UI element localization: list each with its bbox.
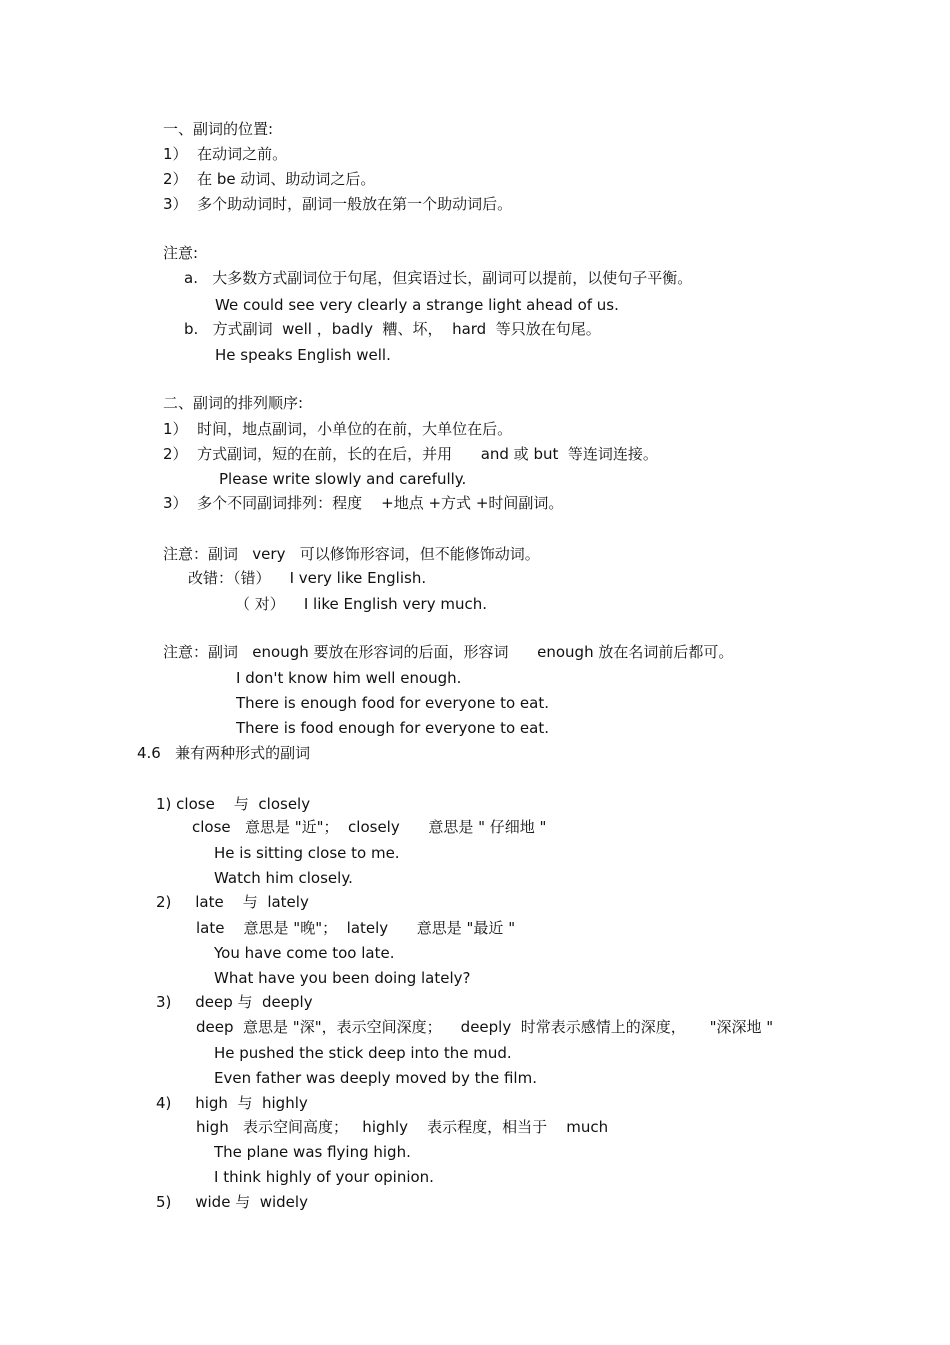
list-item: a. 大多数方式副词位于句尾，但宾语过长，副词可以提前，以使句子平衡。 xyxy=(184,269,693,287)
list-item: 1） 时间，地点副词，小单位的在前，大单位在后。 xyxy=(163,420,513,438)
example-sentence: There is food enough for everyone to eat. xyxy=(236,719,549,737)
list-item: b. 方式副词 well ，badly 糟、坏， hard 等只放在句尾。 xyxy=(184,320,601,338)
section-heading-order: 二、副词的排列顺序: xyxy=(163,394,304,412)
example-sentence: Even father was deeply moved by the film. xyxy=(214,1069,537,1087)
example-sentence: There is enough food for everyone to eat. xyxy=(236,694,549,712)
example-sentence: The plane was flying high. xyxy=(214,1143,411,1161)
list-item: 4) high 与 highly xyxy=(156,1094,308,1112)
definition-line: late 意思是 "晚"； lately 意思是 "最近 " xyxy=(196,919,516,937)
note-heading: 注意: xyxy=(163,244,199,262)
example-sentence: I think highly of your opinion. xyxy=(214,1168,434,1186)
example-sentence: What have you been doing lately? xyxy=(214,969,471,987)
definition-line: high 表示空间高度； highly 表示程度，相当于 much xyxy=(196,1118,609,1136)
note-enough: 注意：副词 enough 要放在形容词的后面，形容词 enough 放在名词前后都可。 xyxy=(163,643,734,661)
example-sentence: He is sitting close to me. xyxy=(214,844,400,862)
list-item: 3） 多个助动词时，副词一般放在第一个助动词后。 xyxy=(163,195,513,213)
list-item: 2） 在 be 动词、助动词之后。 xyxy=(163,170,376,188)
example-sentence: He speaks English well. xyxy=(215,346,391,364)
example-sentence: I don't know him well enough. xyxy=(236,669,462,687)
list-item: 2) late 与 lately xyxy=(156,893,309,911)
list-item: 5) wide 与 widely xyxy=(156,1193,308,1211)
list-item: 1） 在动词之前。 xyxy=(163,145,288,163)
list-item: 3） 多个不同副词排列：程度 +地点 +方式 +时间副词。 xyxy=(163,494,564,512)
list-item: 3) deep 与 deeply xyxy=(156,993,313,1011)
example-sentence: Please write slowly and carefully. xyxy=(219,470,467,488)
list-item: 1) close 与 closely xyxy=(156,795,311,813)
example-sentence: We could see very clearly a strange light ahead of us. xyxy=(215,296,619,314)
example-sentence: Watch him closely. xyxy=(214,869,353,887)
example-sentence: You have come too late. xyxy=(214,944,395,962)
correction-right: （ 对） I like English very much. xyxy=(235,595,488,613)
correction-wrong: 改错：（错） I very like English. xyxy=(188,569,427,587)
definition-line: deep 意思是 "深"，表示空间深度； deeply 时常表示感情上的深度， "深深地 " xyxy=(196,1018,774,1036)
example-sentence: He pushed the stick deep into the mud. xyxy=(214,1044,512,1062)
section-heading-4-6: 4.6 兼有两种形式的副词 xyxy=(137,744,311,762)
note-very: 注意：副词 very 可以修饰形容词，但不能修饰动词。 xyxy=(163,545,540,563)
section-heading-position: 一、副词的位置: xyxy=(163,120,274,138)
definition-line: close 意思是 "近"； closely 意思是 " 仔细地 " xyxy=(192,818,547,836)
list-item: 2） 方式副词，短的在前，长的在后，并用 and 或 but 等连词连接。 xyxy=(163,445,658,463)
